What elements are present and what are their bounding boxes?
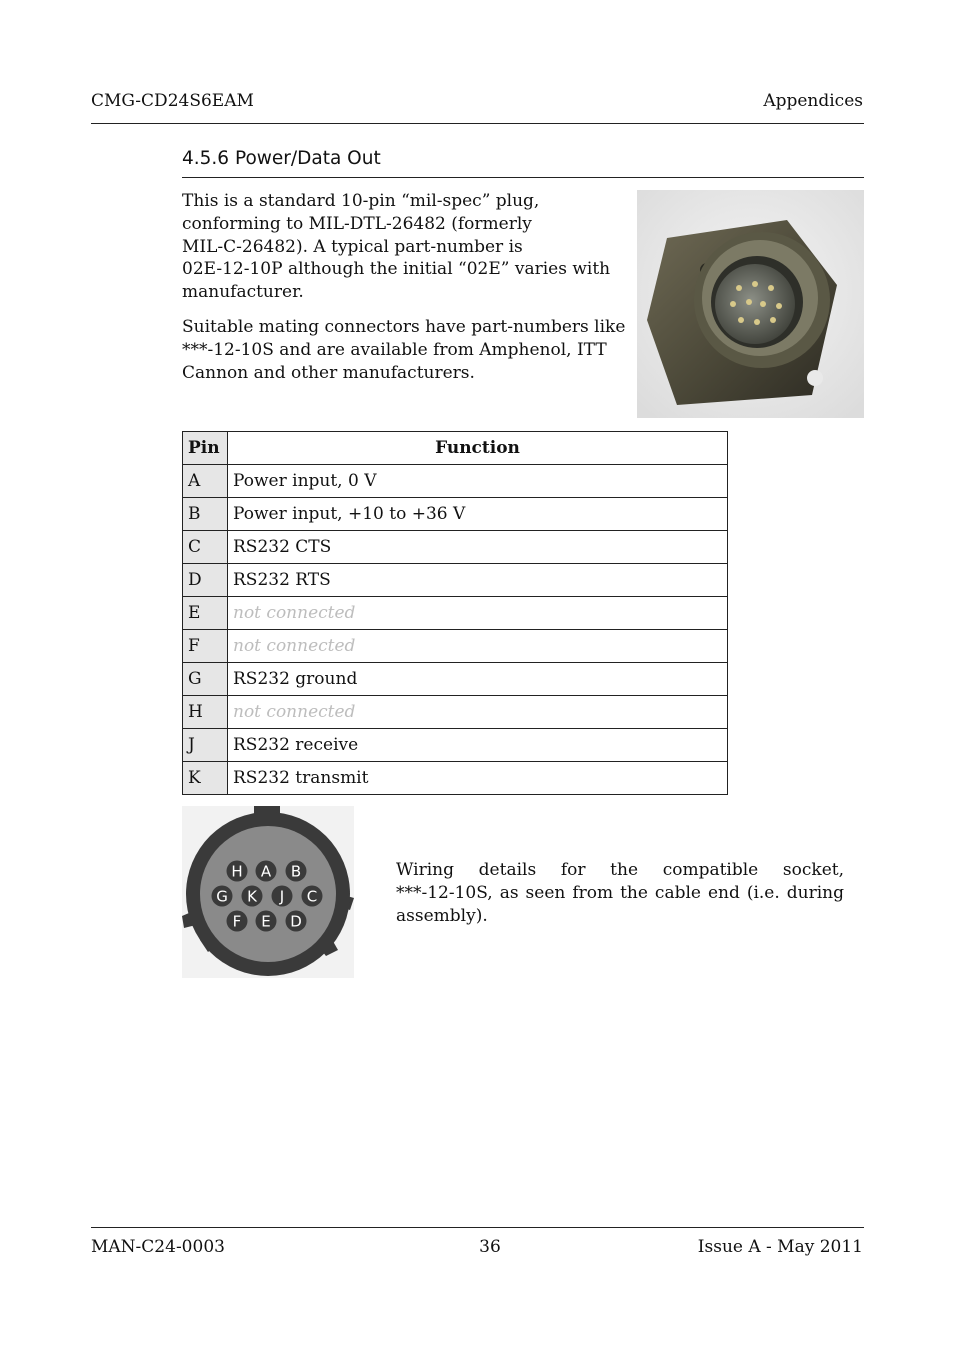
svg-text:E: E	[261, 912, 271, 931]
pin-cell: E	[183, 597, 228, 630]
socket-pin-g	[212, 886, 233, 907]
function-cell-not-connected: not connected	[228, 696, 728, 729]
table-row	[183, 696, 728, 729]
socket-wiring-diagram	[182, 806, 354, 978]
pin-cell: C	[183, 531, 228, 564]
table-row	[183, 498, 728, 531]
intro-paragraph-2	[182, 316, 627, 384]
table-row	[183, 762, 728, 795]
wiring-note-line: ***-12-10S, as seen from the cable end (i.e. during	[396, 882, 844, 903]
function-cell: Power input, 0 V	[228, 465, 728, 498]
svg-text:C: C	[306, 887, 318, 906]
section-title-rule	[182, 177, 864, 178]
pin-cell: H	[183, 696, 228, 729]
intro-p1-line: conforming to MIL-DTL-26482 (formerly	[182, 213, 532, 234]
column-header-function: Function	[228, 432, 728, 465]
intro-p2-line: Suitable mating connectors have part-numbers like	[182, 317, 626, 337]
table-row	[183, 597, 728, 630]
svg-text:G: G	[216, 887, 228, 906]
document-number: MAN-C24-0003	[91, 1237, 225, 1257]
intro-p2-line: Cannon and other manufacturers.	[182, 362, 475, 383]
function-cell: Power input, +10 to +36 V	[228, 498, 728, 531]
pin-cell: J	[183, 729, 228, 762]
function-cell: RS232 transmit	[228, 762, 728, 795]
socket-pin-d	[286, 911, 307, 932]
socket-pin-e	[256, 911, 277, 932]
intro-paragraph-1	[182, 190, 627, 304]
pin-cell: B	[183, 498, 228, 531]
header-rule	[91, 123, 864, 124]
pin-cell: D	[183, 564, 228, 597]
table-row	[183, 630, 728, 663]
intro-p1-line: manufacturer.	[182, 282, 304, 303]
svg-text:K: K	[247, 887, 257, 906]
svg-text:A: A	[260, 862, 272, 881]
svg-text:J: J	[279, 887, 285, 906]
function-cell: RS232 CTS	[228, 531, 728, 564]
socket-pin-f	[227, 911, 248, 932]
column-header-pin: Pin	[183, 432, 228, 465]
table-row	[183, 663, 728, 696]
table-row	[183, 729, 728, 762]
pin-cell: K	[183, 762, 228, 795]
pin-cell: F	[183, 630, 228, 663]
function-cell-not-connected: not connected	[228, 630, 728, 663]
wiring-note	[396, 859, 844, 927]
svg-text:D: D	[290, 912, 302, 931]
connector-photo	[637, 190, 864, 418]
table-row	[183, 564, 728, 597]
svg-text:B: B	[290, 862, 302, 881]
svg-text:H: H	[231, 862, 243, 881]
socket-pin-k	[242, 886, 263, 907]
pin-function-table	[182, 431, 728, 795]
function-cell: RS232 RTS	[228, 564, 728, 597]
table-header-row	[183, 432, 728, 465]
footer-rule	[91, 1227, 864, 1228]
pin-cell: G	[183, 663, 228, 696]
socket-pin-a	[256, 861, 277, 882]
socket-pin-h	[227, 861, 248, 882]
page-number: 36	[479, 1237, 501, 1257]
intro-p2-line: ***-12-10S and are available from Amphenol, ITT	[182, 339, 607, 360]
intro-p1-line: MIL-C-26482). A typical part-number is	[182, 236, 523, 257]
table-row	[183, 531, 728, 564]
running-header-right: Appendices	[763, 91, 863, 111]
function-cell: RS232 receive	[228, 729, 728, 762]
function-cell: RS232 ground	[228, 663, 728, 696]
wiring-note-line: assembly).	[396, 905, 488, 926]
socket-pin-b	[286, 861, 307, 882]
pin-cell: A	[183, 465, 228, 498]
intro-p1-line: 02E-12-10P although the initial “02E” varies with	[182, 259, 611, 280]
issue-date: Issue A - May 2011	[697, 1237, 863, 1257]
svg-text:F: F	[232, 912, 242, 931]
socket-pin-c	[302, 886, 323, 907]
intro-p1-line: This is a standard 10-pin “mil-spec” plug,	[182, 191, 540, 211]
table-row	[183, 465, 728, 498]
wiring-note-line: Wiring details for the compatible socket,	[396, 860, 844, 880]
running-header-left: CMG-CD24S6EAM	[91, 91, 254, 111]
section-title: 4.5.6 Power/Data Out	[182, 148, 381, 169]
function-cell-not-connected: not connected	[228, 597, 728, 630]
socket-pin-j	[272, 886, 293, 907]
